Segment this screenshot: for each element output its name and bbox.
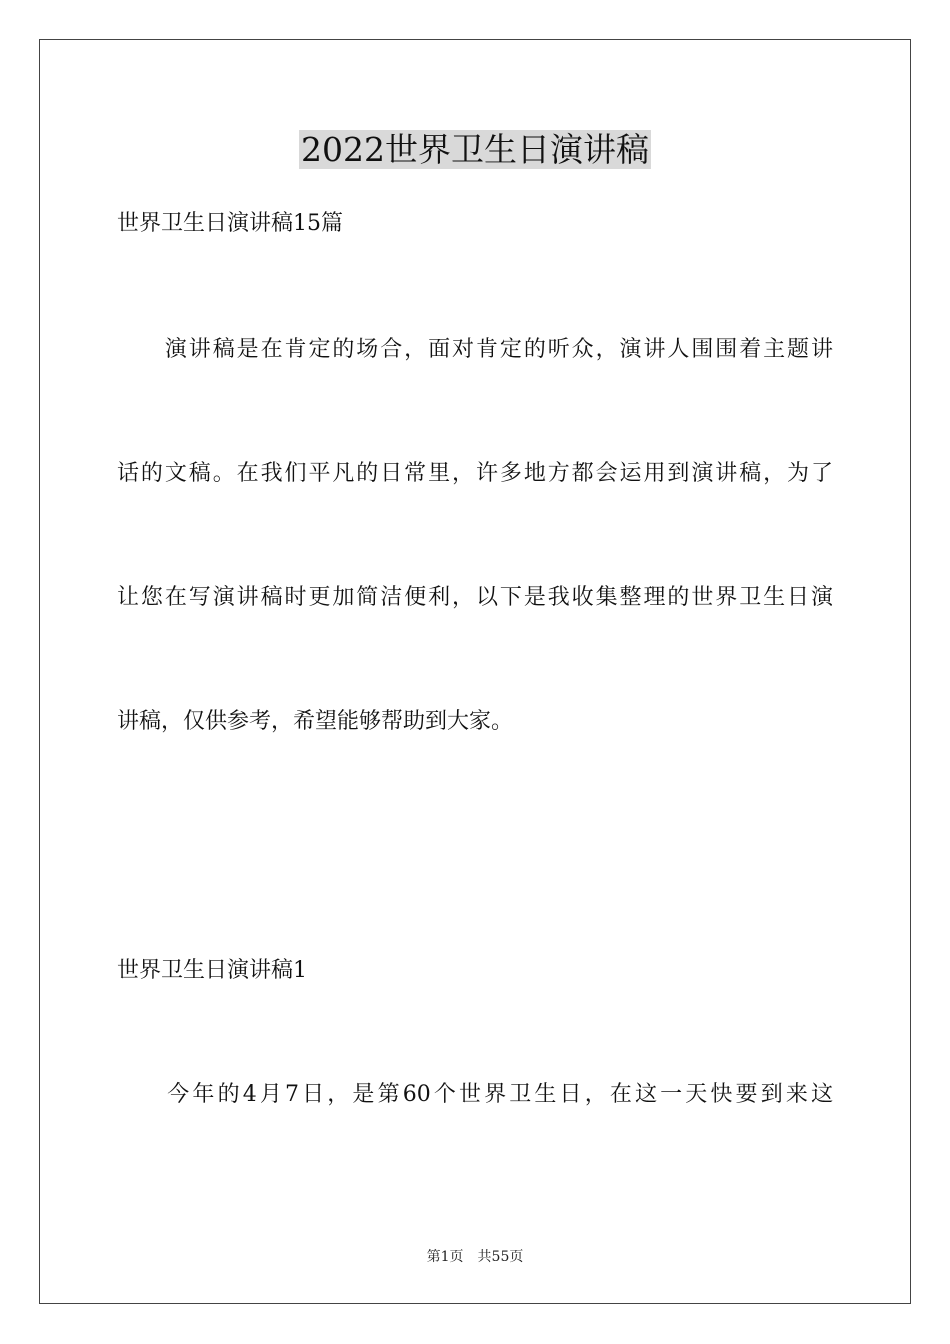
page-total: 共55页	[477, 1249, 524, 1265]
paragraph-line: 今年的4月7日，是第60个世界卫生日，在这一天快要到来这	[117, 1082, 833, 1107]
document-subtitle: 世界卫生日演讲稿15篇	[117, 211, 343, 236]
document-title	[0, 128, 950, 172]
paragraph-line: 让您在写演讲稿时更加简洁便利，以下是我收集整理的世界卫生日演	[117, 585, 833, 610]
paragraph-line: 演讲稿是在肯定的场合，面对肯定的听众，演讲人围围着主题讲	[117, 337, 833, 362]
page-footer	[0, 1247, 950, 1267]
section-heading: 世界卫生日演讲稿1	[117, 958, 307, 983]
document-title-text: 2022世界卫生日演讲稿	[301, 130, 649, 169]
paragraph-line: 话的文稿。在我们平凡的日常里，许多地方都会运用到演讲稿，为了	[117, 461, 833, 486]
paragraph-line: 讲稿，仅供参考，希望能够帮助到大家。	[117, 709, 514, 734]
page-number: 第1页	[426, 1249, 464, 1265]
